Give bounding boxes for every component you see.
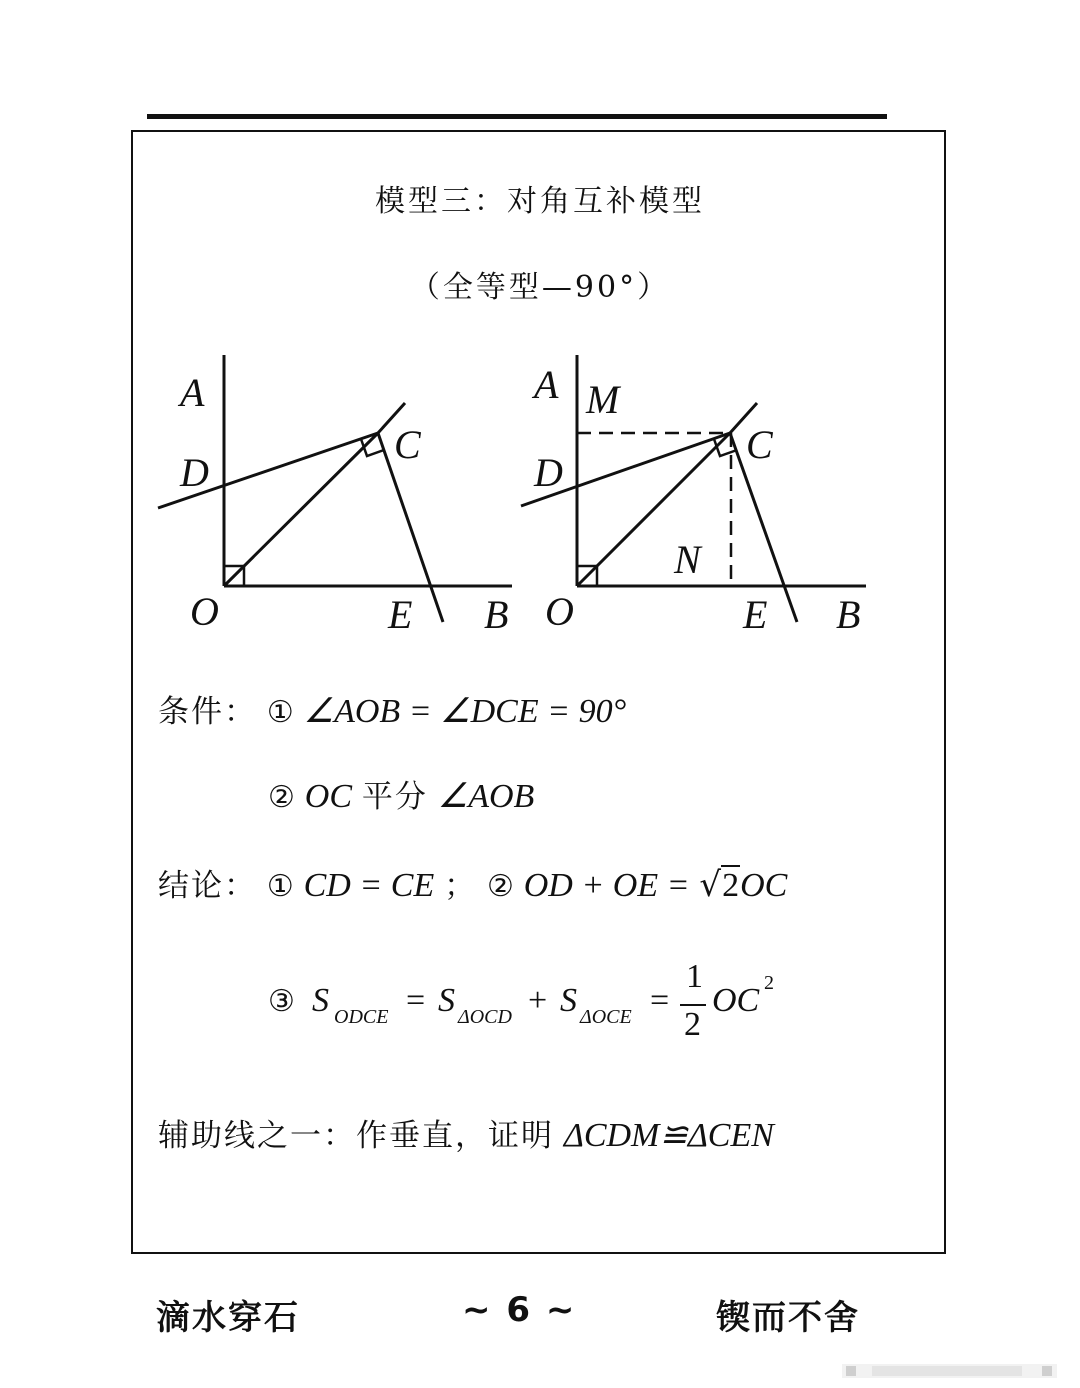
conclusions-label: 结论：: [158, 868, 257, 904]
fraction-denominator: 2: [684, 1006, 701, 1043]
label-a-right: A: [534, 362, 559, 407]
plus-sign: +: [528, 982, 548, 1019]
label-o-right: O: [545, 589, 574, 634]
sqrt-radicand: 2: [722, 867, 740, 904]
label-d-right: D: [534, 450, 563, 495]
footer-left-motto: 滴水穿石: [156, 1298, 300, 1338]
condition-1-expression: ∠AOB = ∠DCE = 90°: [303, 693, 627, 730]
auxiliary-expression: ΔCDM≌ΔCEN: [563, 1117, 774, 1154]
area-oc-exponent: 2: [764, 972, 774, 994]
label-d-left: D: [180, 450, 209, 495]
auxiliary-line: [158, 1110, 774, 1155]
label-b-left: B: [484, 592, 509, 637]
area-s-ocd: S: [438, 982, 455, 1019]
sqrt-sign: √: [699, 865, 722, 905]
label-n-right: N: [674, 537, 701, 582]
label-c-right: C: [746, 422, 773, 467]
figure-left: [158, 355, 512, 622]
conclusion-1-expression: CD = CE: [303, 867, 435, 904]
segment-oc: [577, 433, 730, 586]
area-s-odce: S: [312, 982, 329, 1019]
page-subtitle: （全等型—90°）: [409, 270, 671, 305]
equals-2: =: [650, 982, 670, 1019]
label-o-left: O: [190, 589, 219, 634]
label-c-left: C: [394, 422, 421, 467]
scroll-indicator[interactable]: [842, 1364, 1057, 1378]
conclusions-line-1: [158, 860, 787, 905]
area-sub-oce: ΔOCE: [580, 1006, 632, 1028]
label-a-left: A: [180, 370, 205, 415]
condition-2-number: ②: [268, 780, 295, 815]
segment-oc: [224, 433, 378, 586]
label-e-right: E: [743, 592, 768, 637]
conclusion-3-number: ③: [268, 984, 295, 1019]
conditions-line-1: [158, 686, 626, 731]
area-s-oce: S: [560, 982, 577, 1019]
conditions-label: 条件：: [158, 694, 257, 730]
condition-1-number: ①: [266, 695, 294, 730]
page-number: ~ 6 ~: [462, 1290, 577, 1330]
condition-2-oc: OC: [304, 778, 352, 815]
conclusion-2-rhs: OC: [740, 867, 788, 904]
area-oc: OC: [712, 982, 760, 1019]
label-b-right: B: [836, 592, 861, 637]
area-sub-ocd: ΔOCD: [458, 1006, 512, 1028]
conclusion-2-number: ②: [486, 869, 514, 904]
condition-2-angle: ∠AOB: [437, 778, 535, 815]
area-sub-odce: ODCE: [334, 1006, 389, 1028]
page-title: 模型三：对角互补模型: [375, 184, 705, 219]
fraction-numerator: 1: [686, 958, 703, 995]
condition-2-text: 平分: [361, 779, 428, 815]
label-m-right: M: [586, 377, 620, 422]
equals-1: =: [406, 982, 426, 1019]
conclusion-1-number: ①: [266, 869, 294, 904]
auxiliary-text: 辅助线之一：作垂直，证明: [158, 1118, 554, 1154]
conclusion-separator: ；: [444, 868, 478, 904]
conditions-line-2: [268, 771, 534, 816]
label-e-left: E: [388, 592, 413, 637]
conclusion-2-lhs: OD + OE =: [523, 867, 690, 904]
footer-right-motto: 锲而不舍: [716, 1298, 860, 1338]
